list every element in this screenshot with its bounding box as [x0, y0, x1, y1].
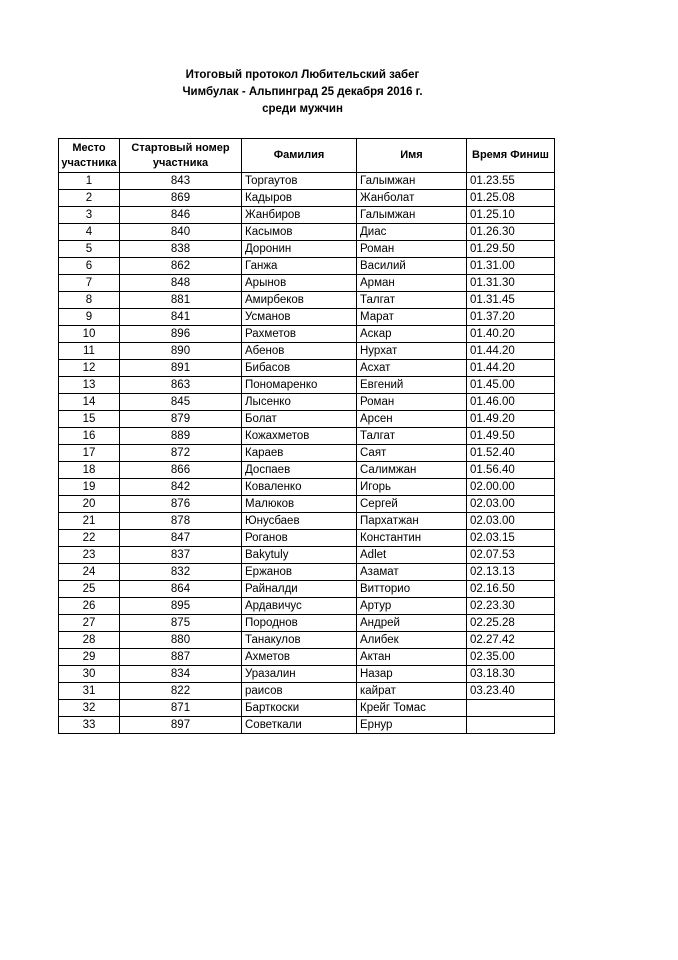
header-place-line1: Место — [72, 141, 106, 154]
cell-name: Талгат — [357, 428, 467, 445]
cell-name: Аскар — [357, 326, 467, 343]
cell-finish-time: 03.23.40 — [467, 683, 555, 700]
cell-start-number: 838 — [120, 241, 242, 258]
cell-finish-time: 01.52.40 — [467, 445, 555, 462]
cell-surname: Лысенко — [242, 394, 357, 411]
cell-surname: Малюков — [242, 496, 357, 513]
table-row — [59, 190, 555, 207]
cell-place: 33 — [59, 717, 120, 734]
cell-place: 12 — [59, 360, 120, 377]
cell-place: 19 — [59, 479, 120, 496]
cell-finish-time: 01.40.20 — [467, 326, 555, 343]
table-row — [59, 377, 555, 394]
cell-surname: Касымов — [242, 224, 357, 241]
table-row — [59, 479, 555, 496]
cell-place: 28 — [59, 632, 120, 649]
table-row — [59, 292, 555, 309]
cell-surname: Бибасов — [242, 360, 357, 377]
cell-surname: Роганов — [242, 530, 357, 547]
cell-place: 3 — [59, 207, 120, 224]
header-start-number — [120, 139, 242, 173]
cell-start-number: 846 — [120, 207, 242, 224]
cell-start-number: 832 — [120, 564, 242, 581]
cell-place: 2 — [59, 190, 120, 207]
table-row — [59, 394, 555, 411]
cell-place: 32 — [59, 700, 120, 717]
cell-finish-time: 01.26.30 — [467, 224, 555, 241]
cell-start-number: 889 — [120, 428, 242, 445]
cell-start-number: 891 — [120, 360, 242, 377]
title-line-2: Чимбулак - Альпинград 25 декабря 2016 г. — [182, 86, 423, 98]
cell-finish-time: 01.49.20 — [467, 411, 555, 428]
header-number-line1: Стартовый номер — [131, 141, 230, 154]
table-row — [59, 717, 555, 734]
cell-name: Крейг Томас — [357, 700, 467, 717]
cell-finish-time: 02.00.00 — [467, 479, 555, 496]
table-row — [59, 343, 555, 360]
cell-place: 21 — [59, 513, 120, 530]
table-row — [59, 683, 555, 700]
cell-surname: Усманов — [242, 309, 357, 326]
cell-name: Роман — [357, 241, 467, 258]
cell-name: Игорь — [357, 479, 467, 496]
cell-name: Актан — [357, 649, 467, 666]
cell-start-number: 834 — [120, 666, 242, 683]
table-row — [59, 649, 555, 666]
table-row — [59, 666, 555, 683]
cell-finish-time: 01.23.55 — [467, 173, 555, 190]
cell-start-number: 871 — [120, 700, 242, 717]
cell-finish-time: 01.25.08 — [467, 190, 555, 207]
cell-name: Андрей — [357, 615, 467, 632]
cell-finish-time: 01.45.00 — [467, 377, 555, 394]
document-title — [0, 67, 605, 118]
cell-finish-time: 02.35.00 — [467, 649, 555, 666]
cell-place: 16 — [59, 428, 120, 445]
table-row — [59, 547, 555, 564]
header-finish-time: Время Финиш — [467, 139, 555, 173]
cell-start-number: 875 — [120, 615, 242, 632]
table-row — [59, 411, 555, 428]
cell-surname: Ахметов — [242, 649, 357, 666]
cell-surname: Райналди — [242, 581, 357, 598]
cell-place: 22 — [59, 530, 120, 547]
cell-name: Василий — [357, 258, 467, 275]
cell-name: Артур — [357, 598, 467, 615]
cell-finish-time: 01.56.40 — [467, 462, 555, 479]
cell-name: Жанболат — [357, 190, 467, 207]
table-row — [59, 207, 555, 224]
cell-surname: Ержанов — [242, 564, 357, 581]
cell-place: 31 — [59, 683, 120, 700]
table-row — [59, 224, 555, 241]
cell-place: 26 — [59, 598, 120, 615]
header-place-line2: участника — [61, 156, 117, 169]
cell-name: Пархатжан — [357, 513, 467, 530]
cell-name: Диас — [357, 224, 467, 241]
header-surname: Фамилия — [242, 139, 357, 173]
cell-start-number: 864 — [120, 581, 242, 598]
cell-place: 27 — [59, 615, 120, 632]
table-header-row — [59, 139, 555, 173]
cell-place: 25 — [59, 581, 120, 598]
cell-name: Марат — [357, 309, 467, 326]
cell-name: Арсен — [357, 411, 467, 428]
cell-place: 13 — [59, 377, 120, 394]
cell-place: 17 — [59, 445, 120, 462]
cell-start-number: 843 — [120, 173, 242, 190]
cell-name: Константин — [357, 530, 467, 547]
cell-place: 29 — [59, 649, 120, 666]
cell-surname: Торгаутов — [242, 173, 357, 190]
cell-start-number: 847 — [120, 530, 242, 547]
cell-surname: Арынов — [242, 275, 357, 292]
cell-start-number: 848 — [120, 275, 242, 292]
cell-place: 5 — [59, 241, 120, 258]
cell-name: Талгат — [357, 292, 467, 309]
cell-finish-time: 01.31.00 — [467, 258, 555, 275]
cell-name: Назар — [357, 666, 467, 683]
cell-finish-time: 02.03.00 — [467, 496, 555, 513]
cell-name: Adlet — [357, 547, 467, 564]
cell-place: 23 — [59, 547, 120, 564]
cell-start-number: 837 — [120, 547, 242, 564]
cell-start-number: 872 — [120, 445, 242, 462]
cell-surname: Кадыров — [242, 190, 357, 207]
cell-finish-time: 02.03.15 — [467, 530, 555, 547]
cell-name: Саят — [357, 445, 467, 462]
table-row — [59, 530, 555, 547]
cell-finish-time: 01.46.00 — [467, 394, 555, 411]
cell-name: Алибек — [357, 632, 467, 649]
cell-place: 15 — [59, 411, 120, 428]
cell-finish-time: 02.16.50 — [467, 581, 555, 598]
cell-surname: Абенов — [242, 343, 357, 360]
cell-place: 10 — [59, 326, 120, 343]
cell-name: Евгений — [357, 377, 467, 394]
cell-finish-time — [467, 717, 555, 734]
cell-start-number: 841 — [120, 309, 242, 326]
cell-name: Сергей — [357, 496, 467, 513]
cell-finish-time: 03.18.30 — [467, 666, 555, 683]
cell-finish-time: 02.27.42 — [467, 632, 555, 649]
header-name: Имя — [357, 139, 467, 173]
cell-surname: Коваленко — [242, 479, 357, 496]
cell-start-number: 878 — [120, 513, 242, 530]
table-row — [59, 445, 555, 462]
cell-finish-time: 02.03.00 — [467, 513, 555, 530]
cell-name: Салимжан — [357, 462, 467, 479]
cell-name: кайрат — [357, 683, 467, 700]
cell-finish-time: 01.31.30 — [467, 275, 555, 292]
cell-start-number: 895 — [120, 598, 242, 615]
table-row — [59, 632, 555, 649]
cell-start-number: 881 — [120, 292, 242, 309]
cell-place: 11 — [59, 343, 120, 360]
cell-place: 7 — [59, 275, 120, 292]
cell-place: 8 — [59, 292, 120, 309]
cell-place: 18 — [59, 462, 120, 479]
cell-name: Асхат — [357, 360, 467, 377]
cell-place: 1 — [59, 173, 120, 190]
cell-finish-time: 01.44.20 — [467, 343, 555, 360]
cell-start-number: 880 — [120, 632, 242, 649]
cell-name: Азамат — [357, 564, 467, 581]
cell-finish-time: 01.44.20 — [467, 360, 555, 377]
cell-name: Галымжан — [357, 207, 467, 224]
results-table — [58, 138, 555, 734]
title-line-3: среди мужчин — [262, 103, 343, 115]
cell-start-number: 845 — [120, 394, 242, 411]
cell-surname: Уразалин — [242, 666, 357, 683]
cell-surname: Амирбеков — [242, 292, 357, 309]
cell-start-number: 876 — [120, 496, 242, 513]
cell-start-number: 879 — [120, 411, 242, 428]
cell-surname: Караев — [242, 445, 357, 462]
cell-surname: Доспаев — [242, 462, 357, 479]
cell-surname: Кожахметов — [242, 428, 357, 445]
cell-place: 14 — [59, 394, 120, 411]
cell-name: Арман — [357, 275, 467, 292]
cell-place: 30 — [59, 666, 120, 683]
table-row — [59, 428, 555, 445]
cell-surname: Породнов — [242, 615, 357, 632]
cell-surname: Рахметов — [242, 326, 357, 343]
cell-start-number: 842 — [120, 479, 242, 496]
header-place — [59, 139, 120, 173]
table-row — [59, 581, 555, 598]
cell-start-number: 869 — [120, 190, 242, 207]
cell-name: Витторио — [357, 581, 467, 598]
table-row — [59, 496, 555, 513]
cell-finish-time: 01.37.20 — [467, 309, 555, 326]
table-row — [59, 360, 555, 377]
cell-surname: раисов — [242, 683, 357, 700]
table-row — [59, 275, 555, 292]
cell-start-number: 866 — [120, 462, 242, 479]
cell-place: 24 — [59, 564, 120, 581]
cell-surname: Танакулов — [242, 632, 357, 649]
table-body — [59, 173, 555, 734]
cell-surname: Советкали — [242, 717, 357, 734]
cell-name: Галымжан — [357, 173, 467, 190]
cell-start-number: 897 — [120, 717, 242, 734]
cell-finish-time: 01.49.50 — [467, 428, 555, 445]
cell-finish-time: 02.07.53 — [467, 547, 555, 564]
cell-surname: Ганжа — [242, 258, 357, 275]
table-row — [59, 173, 555, 190]
cell-start-number: 822 — [120, 683, 242, 700]
table-row — [59, 309, 555, 326]
cell-surname: Барткоски — [242, 700, 357, 717]
header-number-line2: участника — [152, 156, 209, 169]
cell-start-number: 862 — [120, 258, 242, 275]
cell-surname: Пономаренко — [242, 377, 357, 394]
table-row — [59, 241, 555, 258]
cell-surname: Доронин — [242, 241, 357, 258]
cell-name: Роман — [357, 394, 467, 411]
cell-place: 20 — [59, 496, 120, 513]
cell-finish-time: 02.13.13 — [467, 564, 555, 581]
cell-name: Ернур — [357, 717, 467, 734]
cell-start-number: 890 — [120, 343, 242, 360]
cell-start-number: 840 — [120, 224, 242, 241]
cell-finish-time: 02.23.30 — [467, 598, 555, 615]
table-row — [59, 700, 555, 717]
cell-place: 9 — [59, 309, 120, 326]
table-row — [59, 462, 555, 479]
table-row — [59, 513, 555, 530]
cell-finish-time: 01.31.45 — [467, 292, 555, 309]
cell-start-number: 863 — [120, 377, 242, 394]
cell-start-number: 887 — [120, 649, 242, 666]
cell-start-number: 896 — [120, 326, 242, 343]
cell-surname: Болат — [242, 411, 357, 428]
cell-finish-time: 01.29.50 — [467, 241, 555, 258]
table-row — [59, 598, 555, 615]
cell-surname: Жанбиров — [242, 207, 357, 224]
cell-surname: Bakytuly — [242, 547, 357, 564]
cell-surname: Ардавичус — [242, 598, 357, 615]
table-row — [59, 615, 555, 632]
table-row — [59, 258, 555, 275]
cell-name: Нурхат — [357, 343, 467, 360]
table-row — [59, 564, 555, 581]
cell-finish-time: 01.25.10 — [467, 207, 555, 224]
cell-finish-time: 02.25.28 — [467, 615, 555, 632]
cell-place: 6 — [59, 258, 120, 275]
cell-place: 4 — [59, 224, 120, 241]
title-line-1: Итоговый протокол Любительский забег — [185, 69, 420, 81]
cell-surname: Юнусбаев — [242, 513, 357, 530]
table-row — [59, 326, 555, 343]
cell-finish-time — [467, 700, 555, 717]
